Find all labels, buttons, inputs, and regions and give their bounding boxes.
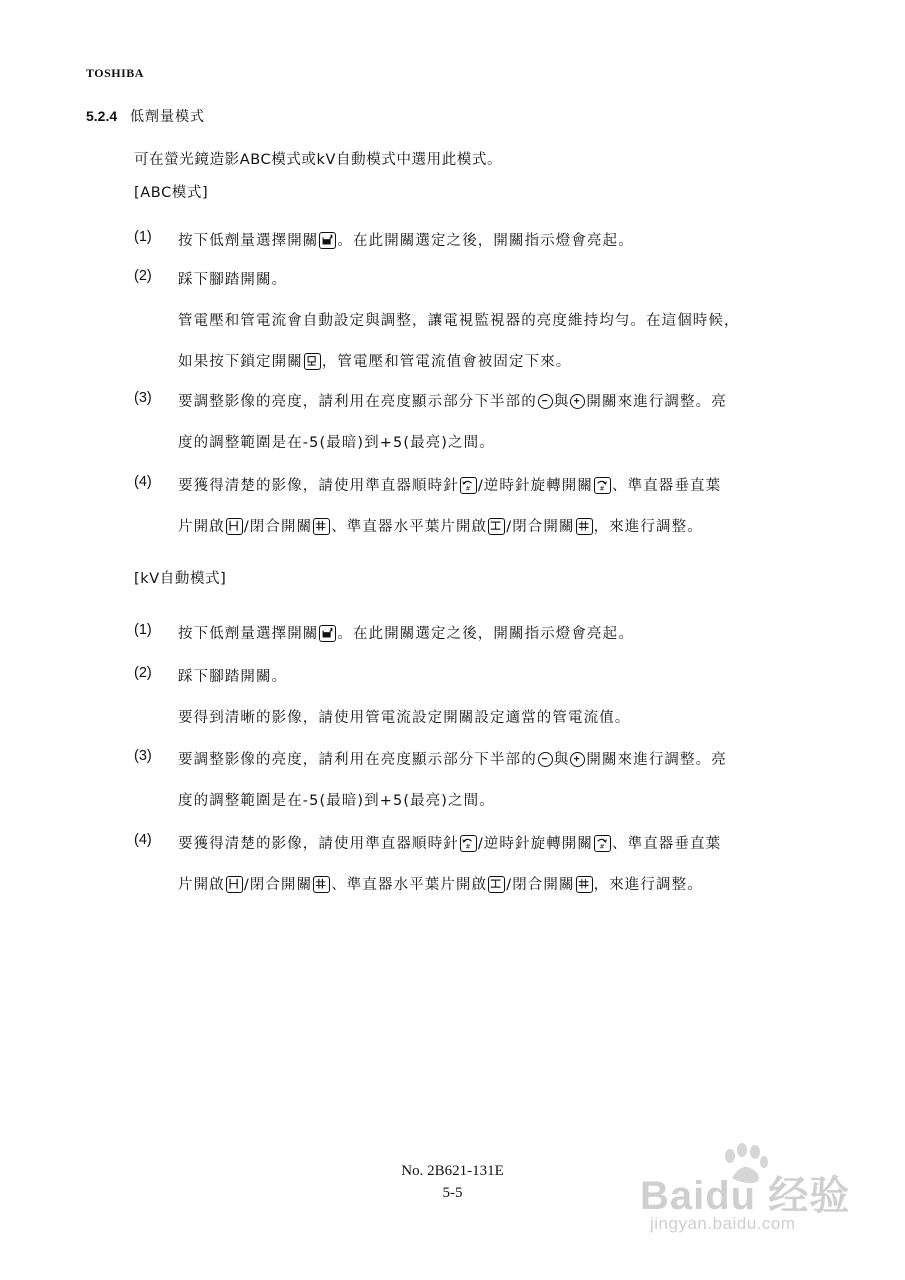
abc-step2-text: 踩下腳踏開關。 [178,272,288,288]
horizontal-open-icon [488,876,505,893]
abc-mode-label: [ABC模式] [134,185,209,201]
abc-step1-mark: (1) [134,229,152,245]
kv-step1-text [178,622,634,643]
kv-step4-mark: (4) [134,832,152,848]
abc-step4-e: /閉合開關 [243,519,313,535]
rotate-cw-icon [460,835,477,852]
kv-step4-b: /逆時針旋轉開關 [477,836,593,852]
vertical-open-icon [226,876,243,893]
section-title: 低劑量模式 [130,109,206,125]
plus-icon [570,394,585,409]
abc-step4-line1 [178,474,721,495]
svg-text:#: # [465,485,472,493]
baidu-watermark [640,1142,860,1242]
kv-step4-f: 、準直器水平葉片開啟 [331,877,488,893]
abc-step3-c: 開關來進行調整。亮 [586,394,727,410]
page-number: 5-5 [442,1185,463,1201]
horizontal-close-icon [576,518,593,535]
minus-icon [538,752,553,767]
kv-step4-line2 [178,873,703,894]
abc-step1-b: 。在此開關選定之後，開關指示燈會亮起。 [337,233,634,249]
abc-step3-mark: (3) [134,390,152,406]
kv-step4-g: /閉合開關 [506,877,575,893]
abc-step4-a: 要獲得清楚的影像，請使用準直器順時針 [178,478,459,494]
abc-step3-line1 [178,390,727,411]
abc-step4-f: 、準直器水平葉片開啟 [331,519,488,535]
kv-step3-mark: (3) [134,748,152,764]
abc-step4-line2 [178,515,703,536]
horizontal-close-icon [576,876,593,893]
abc-step2-body-b: ，管電壓和管電流值會被固定下來。 [321,354,572,370]
brand-logo: TOSHIBA [86,66,144,80]
kv-step4-line1 [178,832,721,853]
section-heading [86,106,205,126]
abc-step2-body-line2 [178,350,571,371]
abc-step2-body-a: 如果按下鎖定開關 [178,354,303,370]
vertical-close-icon [313,876,330,893]
section-number: 5.2.4 [86,108,118,124]
kv-mode-label: [kV自動模式] [134,571,227,587]
kv-step4-c: 、準直器垂直葉 [612,836,722,852]
abc-step4-g: /閉合開關 [506,519,575,535]
abc-step4-mark: (4) [134,474,152,490]
svg-text:#: # [465,843,472,851]
kv-step3-b: 與 [553,752,570,768]
low-dose-icon [319,232,336,249]
abc-step2-mark: (2) [134,268,152,284]
abc-step4-c: 、準直器垂直葉 [612,478,722,494]
lock-icon [304,353,321,370]
kv-step2-mark: (2) [134,665,152,681]
plus-icon [570,752,585,767]
rotate-cw-icon [460,477,477,494]
abc-step3-b: 與 [553,394,570,410]
vertical-open-icon [226,518,243,535]
abc-step1-a: 按下低劑量選擇開關 [178,233,319,249]
svg-text:#: # [599,485,606,493]
minus-icon [538,394,553,409]
abc-step4-d: 片開啟 [178,519,225,535]
kv-step3-line2: 度的調整範圍是在-5(最暗)到+5(最亮)之間。 [178,793,495,809]
kv-step4-e: /閉合開關 [243,877,313,893]
kv-step4-d: 片開啟 [178,877,225,893]
abc-step1-text [178,229,634,250]
kv-step3-line1 [178,748,727,769]
kv-step1-a: 按下低劑量選擇開關 [178,626,319,642]
watermark-logo: Baidu 经验 [640,1174,851,1218]
document-number: No. 2B621-131E [401,1163,504,1179]
horizontal-open-icon [488,518,505,535]
rotate-ccw-icon [594,835,611,852]
vertical-close-icon [313,518,330,535]
abc-step3-line2: 度的調整範圍是在-5(最暗)到+5(最亮)之間。 [178,435,495,451]
kv-step1-b: 。在此開關選定之後，開關指示燈會亮起。 [337,626,634,642]
kv-step2-body: 要得到清晰的影像，請使用管電流設定開關設定適當的管電流值。 [178,710,631,726]
abc-step4-b: /逆時針旋轉開關 [477,478,593,494]
kv-step3-c: 開關來進行調整。亮 [586,752,727,768]
watermark-url: jingyan.baidu.com [650,1214,796,1233]
intro-text: 可在螢光鏡造影ABC模式或kV自動模式中選用此模式。 [134,152,503,168]
kv-step3-a: 要調整影像的亮度，請利用在亮度顯示部分下半部的 [178,752,537,768]
kv-step4-h: ，來進行調整。 [593,877,703,893]
svg-text:#: # [599,843,606,851]
kv-step2-text: 踩下腳踏開關。 [178,669,288,685]
abc-step3-a: 要調整影像的亮度，請利用在亮度顯示部分下半部的 [178,394,537,410]
rotate-ccw-icon [594,477,611,494]
kv-step4-a: 要獲得清楚的影像，請使用準直器順時針 [178,836,459,852]
abc-step2-body-line1: 管電壓和管電流會自動設定與調整，讓電視監視器的亮度維持均勻。在這個時候， [178,313,740,329]
abc-step4-h: ，來進行調整。 [593,519,703,535]
low-dose-icon [319,625,336,642]
kv-step1-mark: (1) [134,622,152,638]
